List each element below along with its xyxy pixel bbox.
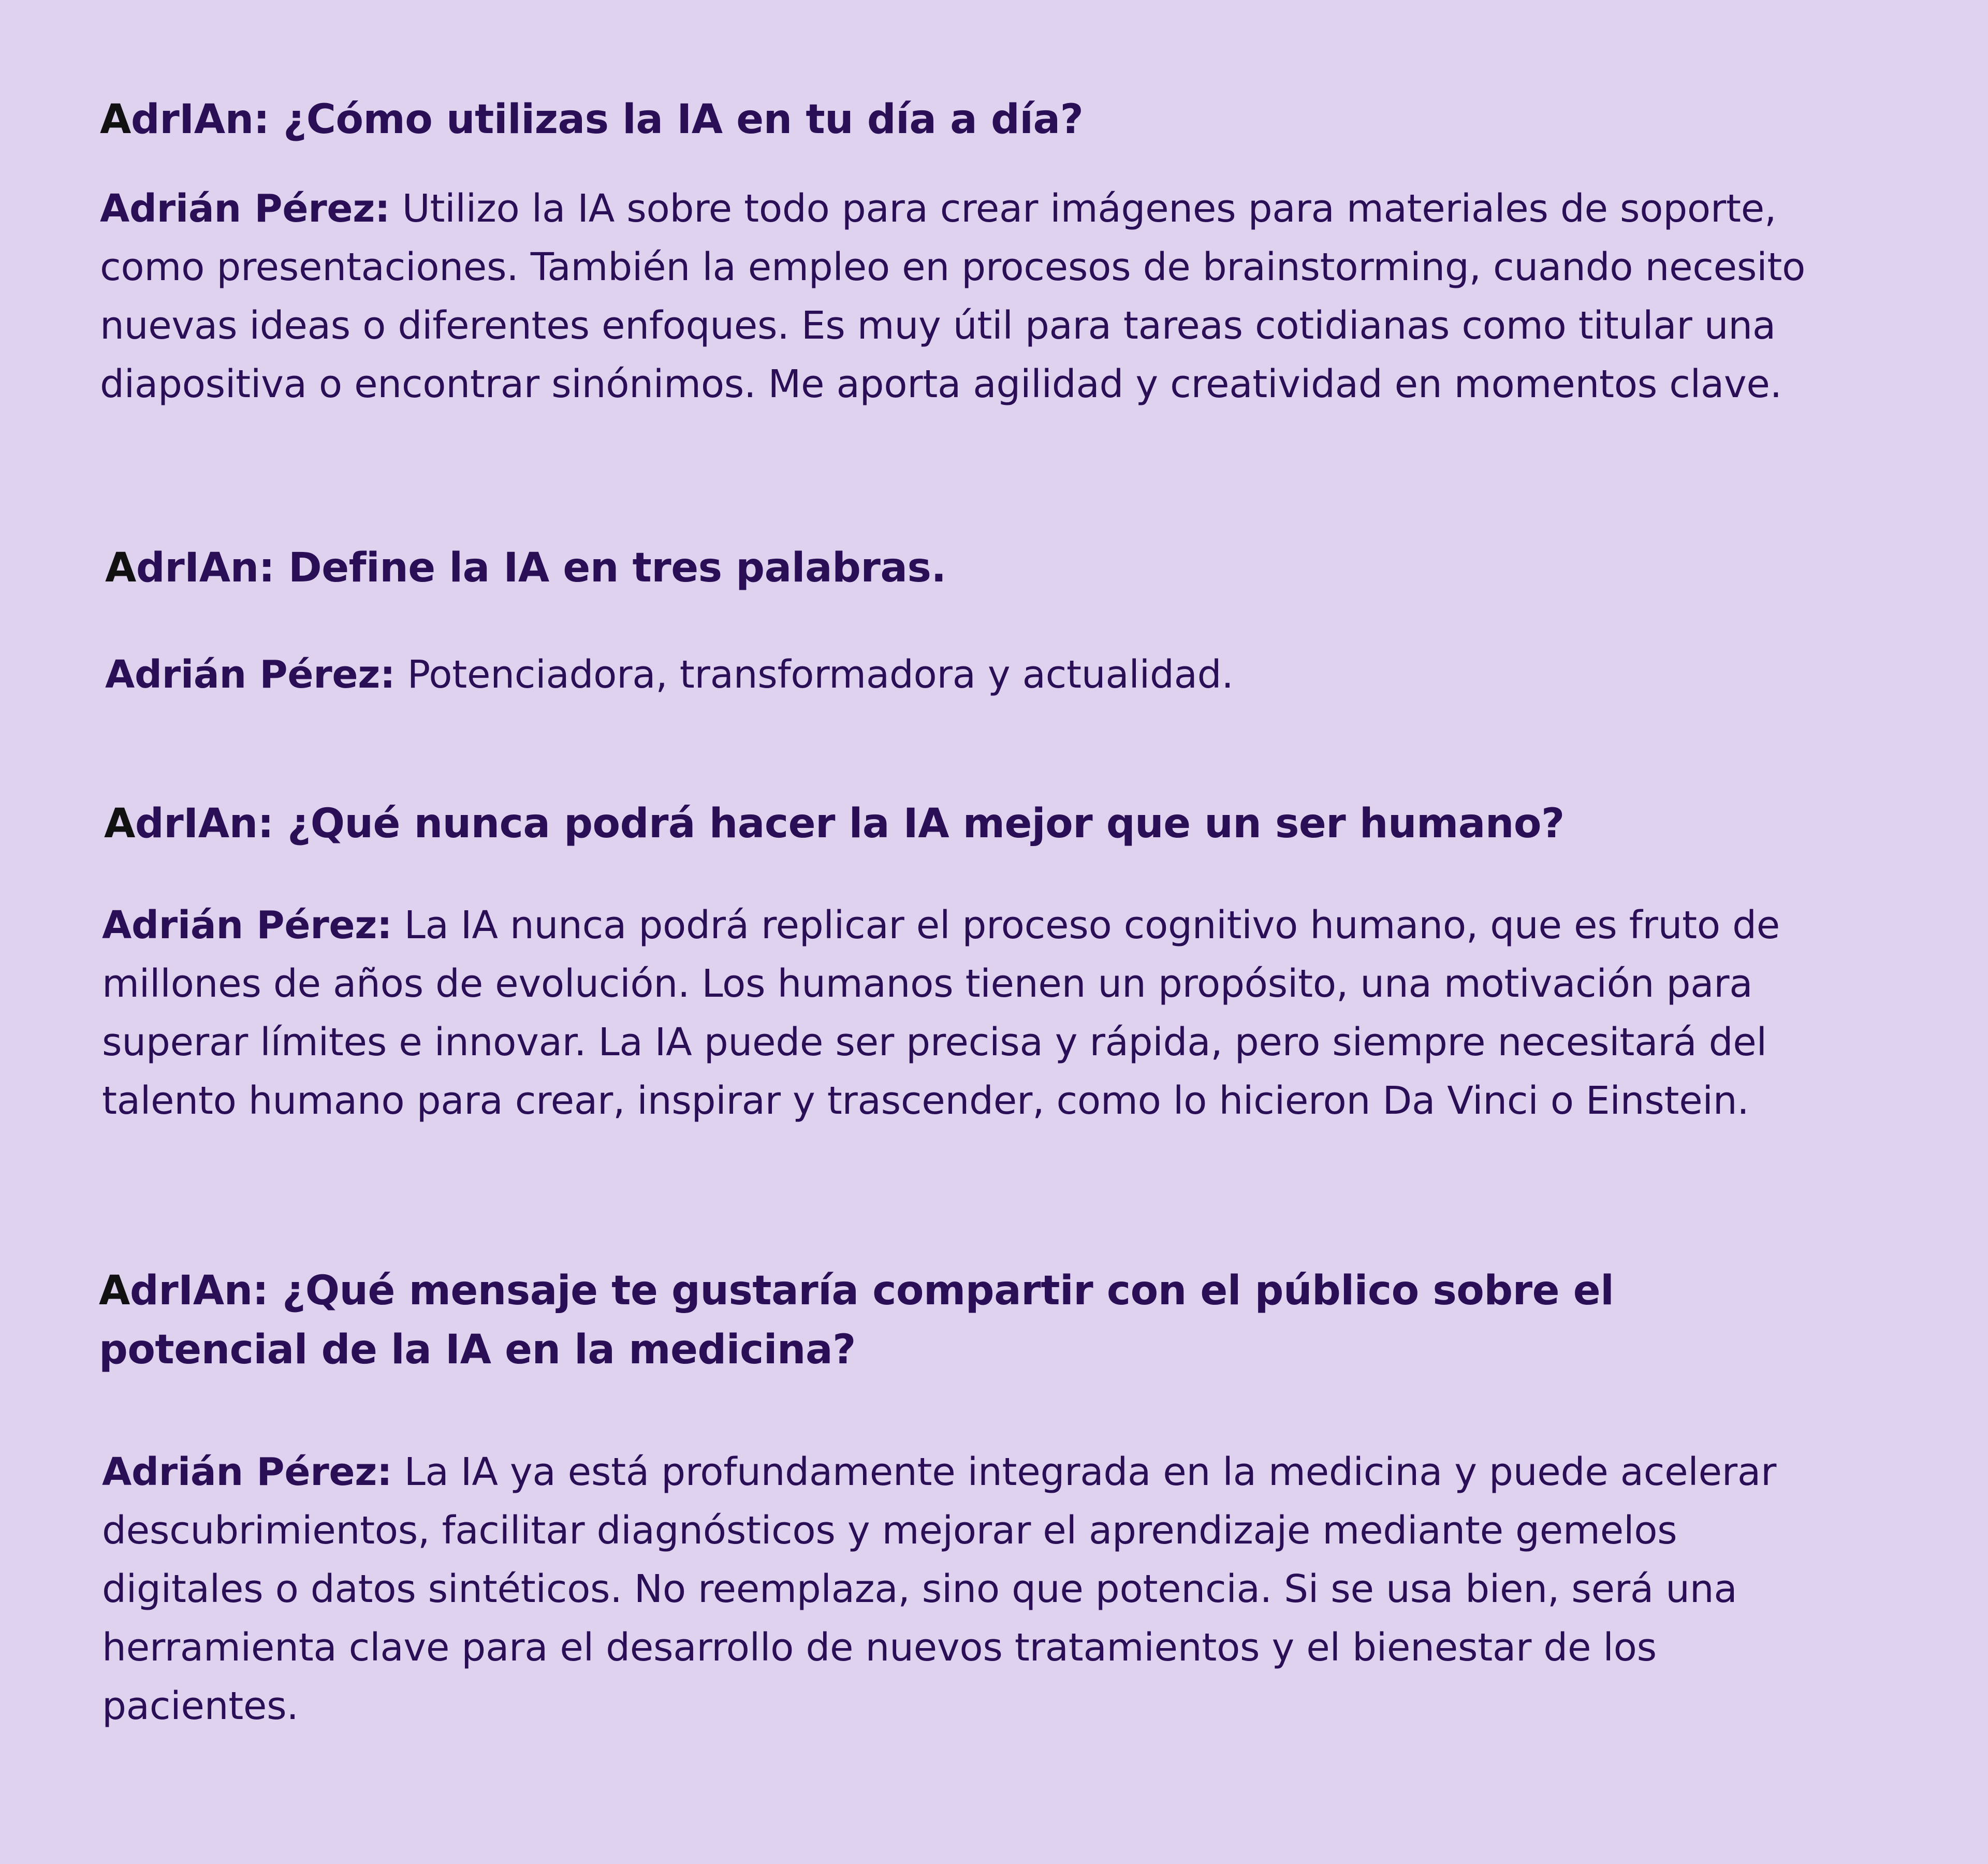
answer-1: [100, 180, 1839, 414]
interviewer-name: drIAn:: [136, 545, 275, 591]
interviewer-name: drIAn:: [135, 800, 274, 847]
question-3: [104, 794, 1864, 853]
answer-text: Utilizo la IA sobre todo para crear imágenes para materiales de soporte, como presentaciones. También la empleo en procesos de brainstorming, cuando necesito nuevas ideas o diferentes enfoques. Es muy útil para tareas cotidianas como titular una diapositiva o encontrar sinónimos. Me aporta agilidad y creatividad en momentos clave.: [100, 186, 1806, 406]
answer-speaker: Adrián Pérez:: [100, 186, 390, 231]
question-text: ¿Qué nunca podrá hacer la IA mejor que un ser humano?: [287, 800, 1565, 847]
interviewer-name: drIAn:: [130, 96, 270, 143]
answer-speaker: Adrián Pérez:: [102, 903, 392, 948]
interviewer-name: drIAn:: [129, 1268, 269, 1314]
answer-3: [102, 896, 1841, 1130]
question-1: [100, 90, 1860, 149]
interviewer-initial: A: [104, 800, 135, 847]
answer-2: [105, 646, 1845, 704]
answer-4: [102, 1443, 1841, 1736]
question-text: ¿Qué mensaje te gustaría compartir con el público sobre el potencial de la IA en la medicina?: [99, 1268, 1614, 1373]
answer-speaker: Adrián Pérez:: [105, 652, 396, 697]
interviewer-initial: A: [105, 545, 136, 591]
answer-text: La IA nunca podrá replicar el proceso cognitivo humano, que es fruto de millones de años de evolución. Los humanos tienen un propósito, una motivación para superar límites e innovar. La IA puede ser precisa y rápida, pero siempre necesitará del talento humano para crear, inspirar y trascender, como lo hicieron Da Vinci o Einstein.: [102, 903, 1780, 1123]
answer-text: Potenciadora, transformadora y actualidad.: [407, 652, 1234, 697]
answer-text: La IA ya está profundamente integrada en la medicina y puede acelerar descubrimientos, facilitar diagnósticos y mejorar el aprendizaje mediante gemelos digitales o datos sintéticos. No reemplaza, sino que potencia. Si se usa bien, será una herramienta clave para el desarrollo de nuevos tratamientos y el bienestar de los pacientes.: [102, 1450, 1777, 1728]
question-4: [99, 1261, 1833, 1379]
question-2: [105, 538, 1865, 598]
answer-speaker: Adrián Pérez:: [102, 1450, 392, 1494]
question-text: Define la IA en tres palabras.: [288, 545, 946, 591]
interviewer-initial: A: [99, 1268, 130, 1314]
question-text: ¿Cómo utilizas la IA en tu día a día?: [283, 96, 1084, 143]
interviewer-initial: A: [100, 96, 131, 143]
